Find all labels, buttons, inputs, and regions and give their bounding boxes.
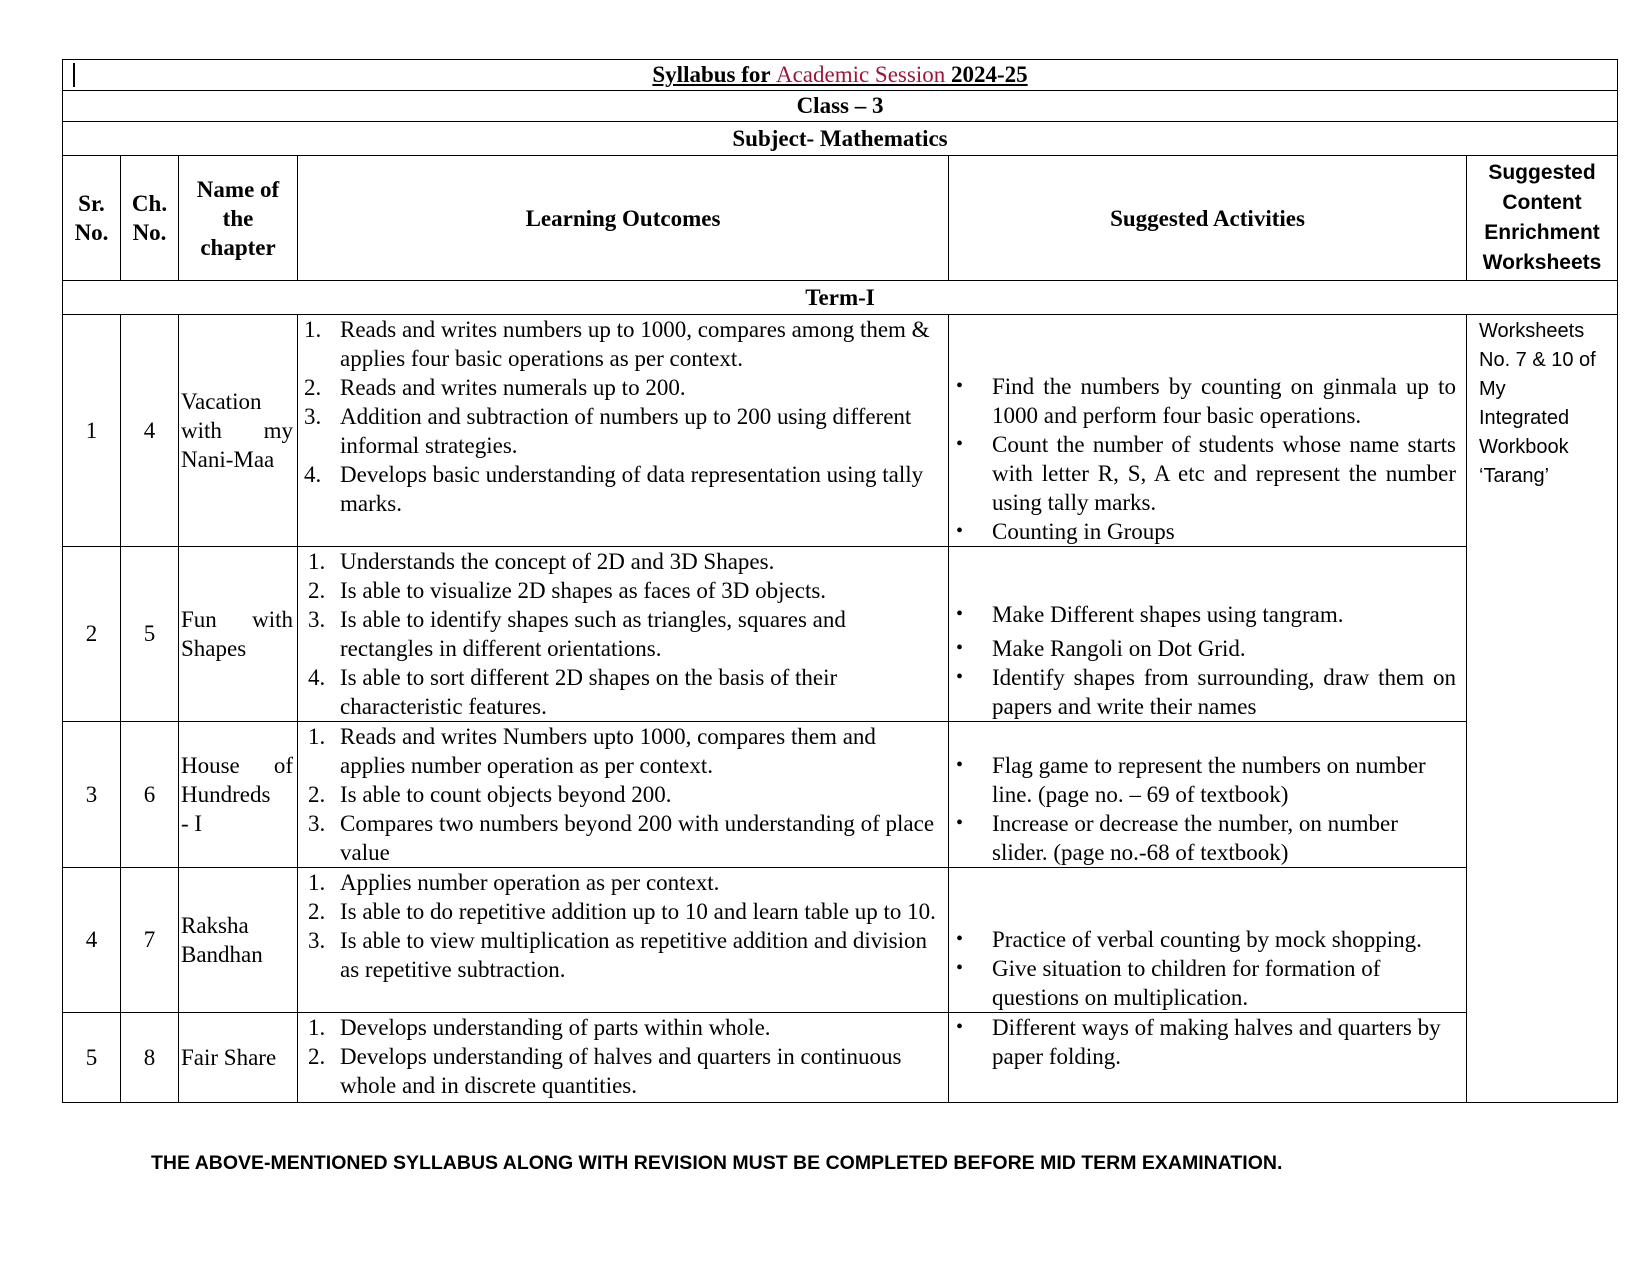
list-item: 3. Is able to view multiplication as repetitive addition and division as repetitive subtraction. [308,928,928,982]
list-item: • Counting in Groups [949,517,1456,546]
title-cell [63,60,1618,91]
table-row [63,868,1618,1013]
activity-list [949,372,1466,546]
learning-outcomes [298,868,949,1013]
list-item: 2. Develops understanding of halves and quarters in continuous whole and in discrete quantities. [308,1044,902,1098]
learning-outcomes [298,547,949,722]
list-item: • Different ways of making halves and quarters by paper folding. [949,1013,1456,1071]
list-item: 2. Is able to visualize 2D shapes as faces of 3D objects. [308,578,827,603]
subject-label: Subject- Mathematics [63,122,1618,156]
subject-row [63,122,1618,156]
suggested-activities [949,1013,1467,1103]
class-label: Class – 3 [63,91,1618,122]
page-title [652,62,1027,87]
ch-no: 8 [121,1013,179,1103]
title-suffix: 2024-25 [950,62,1028,87]
ch-no: 5 [121,547,179,722]
title-row [63,60,1618,91]
table-row [63,315,1618,547]
sr-no: 5 [63,1013,121,1103]
suggested-activities [949,868,1467,1013]
term-label: Term-I [63,281,1618,315]
activity-list [949,751,1466,867]
list-item: • Make Different shapes using tangram. [949,600,1456,629]
table-row [63,722,1618,868]
sr-no: 3 [63,722,121,868]
suggested-activities [949,315,1467,547]
term-row [63,281,1618,315]
list-item: 1. Understands the concept of 2D and 3D Shapes. [308,549,775,574]
column-header-row [63,156,1618,281]
ch-no: 6 [121,722,179,868]
list-item: 1. Reads and writes numbers up to 1000, compares among them & applies four basic operations as per context. [304,317,930,371]
ch-no: 7 [121,868,179,1013]
col-header-activities: Suggested Activities [949,156,1467,281]
sr-no: 1 [63,315,121,547]
outcome-list [298,868,948,984]
list-item: • Find the numbers by counting on ginmala up to 1000 and perform four basic operations. [949,372,1456,430]
suggested-activities [949,547,1467,722]
list-item: 3. Addition and subtraction of numbers up to 200 using different informal strategies. [304,404,912,458]
chapter-name: Fair Share [179,1013,298,1103]
learning-outcomes [298,315,949,547]
footer-note: THE ABOVE-MENTIONED SYLLABUS ALONG WITH REVISION MUST BE COMPLETED BEFORE MID TERM EXAMINATION. [151,1152,1283,1174]
list-item: 4. Is able to sort different 2D shapes on the basis of their characteristic features. [308,665,838,719]
suggested-activities [949,722,1467,868]
title-prefix: Syllabus for [652,62,776,87]
list-item: 1. Develops understanding of parts within whole. [308,1015,771,1040]
activity-list [949,1013,1466,1071]
table-row [63,547,1618,722]
list-item: • Make Rangoli on Dot Grid. [949,634,1456,663]
list-item: • Give situation to children for formation of questions on multiplication. [949,954,1456,1012]
list-item: 2. Is able to do repetitive addition up to 10 and learn table up to 10. [308,899,936,924]
table-row [63,1013,1618,1103]
list-item: 1. Reads and writes Numbers upto 1000, compares them and applies number operation as per context. [308,724,876,778]
worksheets-note: Worksheets No. 7 & 10 of My Integrated Workbook ‘Tarang’ [1467,315,1618,1103]
list-item: 3. Compares two numbers beyond 200 with understanding of place value [308,811,935,865]
list-item: 1. Applies number operation as per context. [308,870,720,895]
outcome-list [298,315,948,518]
col-header-sr: Sr. No. [63,156,121,281]
sr-no: 2 [63,547,121,722]
list-item: 3. Is able to identify shapes such as triangles, squares and rectangles in different orientations. [308,607,846,661]
ch-no: 4 [121,315,179,547]
title-accent: Academic Session [775,62,951,87]
list-item: • Count the number of students whose name starts with letter R, S, A etc and represent the number using tally marks. [949,430,1456,517]
sr-no: 4 [63,868,121,1013]
activity-list [949,600,1466,721]
learning-outcomes [298,1013,949,1103]
list-item: 2. Reads and writes numerals up to 200. [304,375,686,400]
chapter-name: Vacation with my Nani-Maa [179,315,298,547]
activity-list [949,925,1466,1012]
chapter-name: Fun with Shapes [179,547,298,722]
outcome-list [298,1013,948,1100]
list-item: • Increase or decrease the number, on number slider. (page no.-68 of textbook) [949,809,1456,867]
class-row [63,91,1618,122]
list-item: 2. Is able to count objects beyond 200. [308,782,672,807]
learning-outcomes [298,722,949,868]
outcome-list [298,547,948,721]
list-item: • Practice of verbal counting by mock shopping. [949,925,1456,954]
col-header-worksheets: Suggested Content Enrichment Worksheets [1467,156,1618,281]
list-item: • Identify shapes from surrounding, draw them on papers and write their names [949,663,1456,721]
list-item: • Flag game to represent the numbers on number line. (page no. – 69 of textbook) [949,751,1456,809]
col-header-chapter: Name of the chapter [179,156,298,281]
syllabus-table [62,59,1618,1103]
text-cursor [73,63,75,87]
col-header-ch: Ch. No. [121,156,179,281]
chapter-name: House of Hundreds - I [179,722,298,868]
list-item: 4. Develops basic understanding of data representation using tally marks. [304,462,924,516]
outcome-list [298,722,948,867]
chapter-name: Raksha Bandhan [179,868,298,1013]
col-header-outcomes: Learning Outcomes [298,156,949,281]
